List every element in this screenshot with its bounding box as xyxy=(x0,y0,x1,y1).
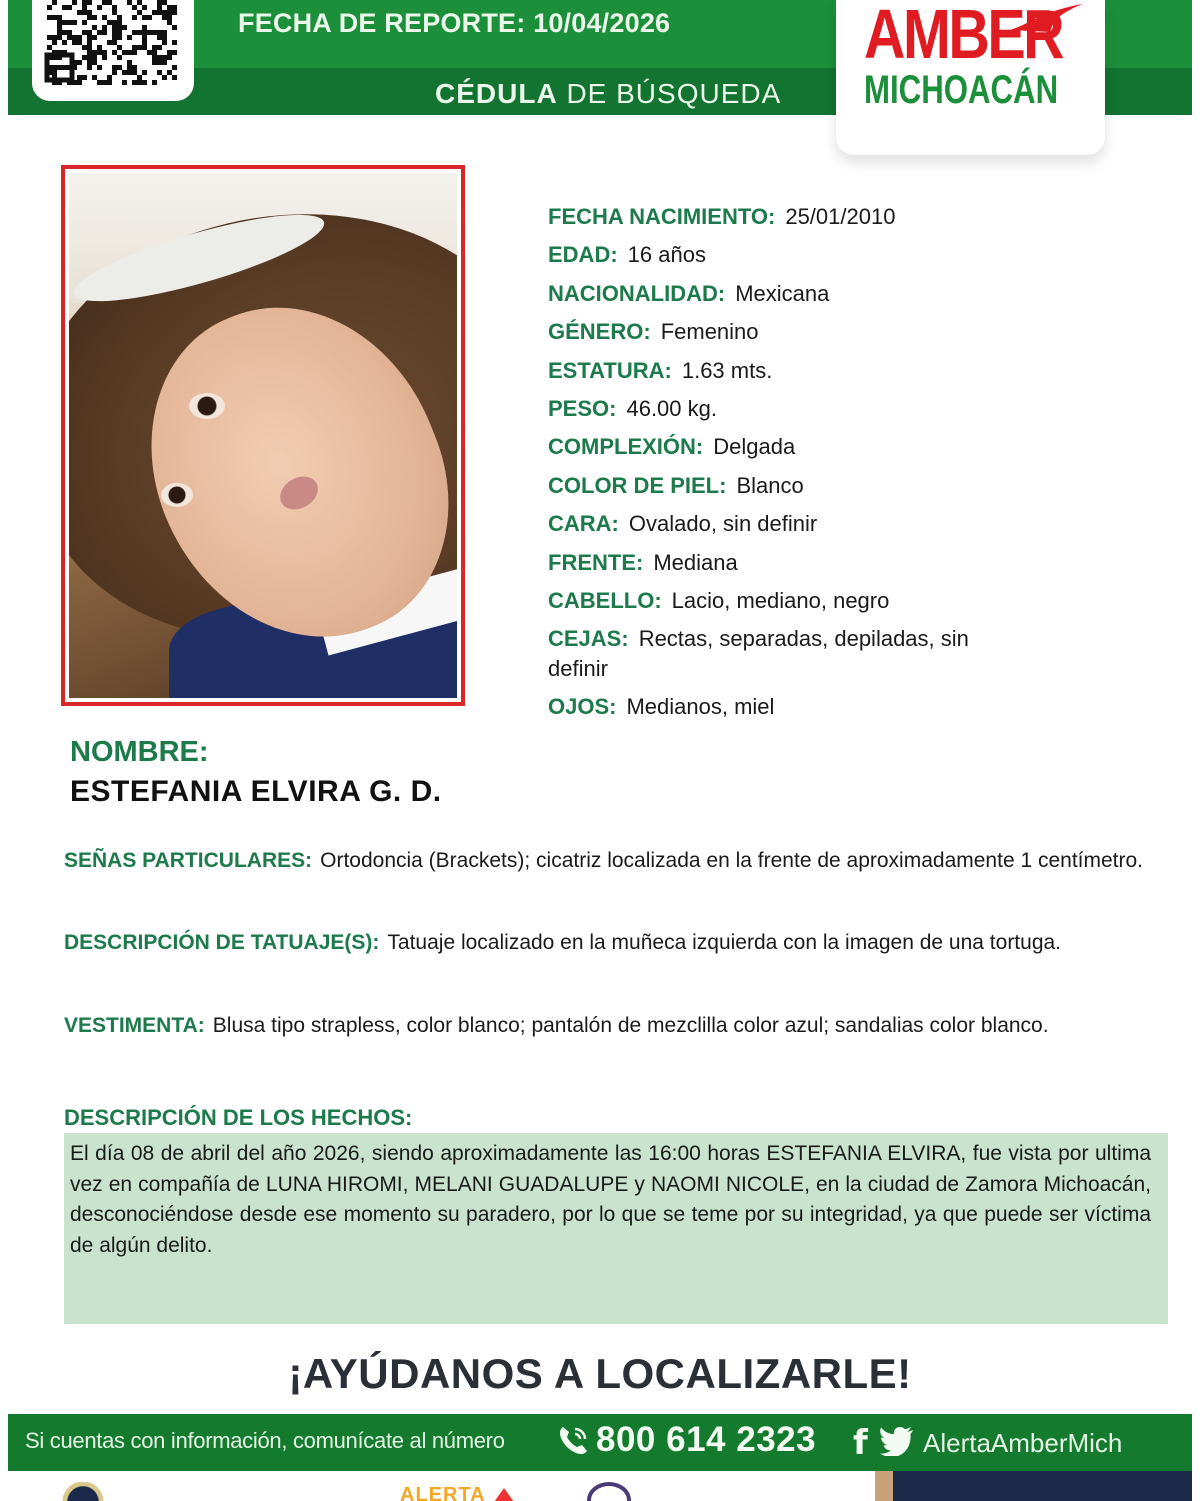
detail-face xyxy=(548,505,988,543)
alerta-logo-text: ALERTA xyxy=(400,1484,486,1501)
detail-value: Ovalado, sin definir xyxy=(628,511,818,537)
detail-label: CARA: xyxy=(548,511,619,537)
detail-label: ESTATURA: xyxy=(548,357,672,383)
detail-value: Mediana xyxy=(653,549,738,575)
decorative-navy-block xyxy=(893,1471,1192,1501)
detail-label: NACIONALIDAD: xyxy=(548,280,726,306)
events-label: DESCRIPCIÓN DE LOS HECHOS: xyxy=(64,1105,413,1130)
section-value: Blusa tipo strapless, color blanco; pantalón de mezclilla color azul; sandalias color blanco. xyxy=(212,1014,1049,1037)
section-label: SEÑAS PARTICULARES: xyxy=(64,849,313,872)
section-value: Ortodoncia (Brackets); cicatriz localizada en la frente de aproximadamente 1 centímetro. xyxy=(320,849,1144,872)
hotline-phone-number[interactable]: 800 614 2323 xyxy=(596,1420,817,1459)
amber-logo-text: AMBER xyxy=(864,0,1063,73)
detail-label: FECHA NACIMIENTO: xyxy=(548,204,776,229)
clothing-description xyxy=(64,1011,1150,1041)
detail-weight xyxy=(548,390,988,428)
tattoo-description xyxy=(64,928,1150,958)
detail-value: Lacio, mediano, negro xyxy=(671,588,890,614)
detail-eyes xyxy=(548,688,988,726)
detail-hair xyxy=(548,582,988,620)
detail-value: Medianos, miel xyxy=(626,694,775,720)
facebook-icon[interactable]: f xyxy=(853,1423,868,1463)
name-label: NOMBRE: xyxy=(70,736,209,768)
detail-build xyxy=(548,428,988,466)
detail-label: PESO: xyxy=(548,396,617,422)
amber-flame-icon xyxy=(1010,2,1082,32)
section-label: DESCRIPCIÓN DE TATUAJE(S): xyxy=(64,931,380,954)
michoacan-logo-text: MICHOACÁN xyxy=(864,68,1059,112)
distinguishing-marks xyxy=(64,846,1150,876)
detail-value: Delgada xyxy=(713,434,796,460)
events-description: El día 08 de abril del año 2026, siendo aproximadamente las 16:00 horas ESTEFANIA ELVIRA, fue vista por ultima vez en compañía de LUNA HIROMI, MELANI GUADALUPE y NAOMI NICOLE, en la ciudad de Zamora Michoacán, desconociéndose desde ese momento su paradero, por lo que se teme por su integridad, ya que puede ser víctima de algún delito. xyxy=(64,1133,1168,1324)
social-handle[interactable]: AlertaAmberMich xyxy=(923,1428,1123,1458)
report-date: FECHA DE REPORTE: 10/04/2026 xyxy=(238,8,671,38)
detail-forehead xyxy=(548,544,988,582)
detail-value: Mexicana xyxy=(735,280,830,306)
detail-value: 1.63 mts. xyxy=(681,357,773,383)
document-title xyxy=(435,78,781,110)
detail-value: Blanco xyxy=(736,472,804,498)
detail-birthdate xyxy=(548,198,988,236)
contact-info-text: Si cuentas con información, comunícate al número xyxy=(25,1428,505,1453)
detail-value: 16 años xyxy=(627,242,706,268)
missing-person-photo xyxy=(69,173,457,698)
detail-eyebrows xyxy=(548,620,988,688)
physical-details-list xyxy=(548,198,988,727)
document-title-bold: CÉDULA xyxy=(435,78,558,109)
document-title-rest: DE BÚSQUEDA xyxy=(557,78,782,109)
detail-age xyxy=(548,236,988,274)
detail-value: 25/01/2010 xyxy=(785,204,896,229)
detail-label: COLOR DE PIEL: xyxy=(548,472,727,498)
detail-skin-color xyxy=(548,467,988,505)
detail-value: Femenino xyxy=(660,319,759,345)
detail-label: GÉNERO: xyxy=(548,319,651,345)
detail-label: OJOS: xyxy=(548,694,617,720)
section-value: Tatuaje localizado en la muñeca izquierda con la imagen de una tortuga. xyxy=(387,931,1062,954)
detail-label: CABELLO: xyxy=(548,588,662,614)
section-label: VESTIMENTA: xyxy=(64,1014,205,1037)
person-name: ESTEFANIA ELVIRA G. D. xyxy=(70,775,442,808)
detail-label: COMPLEXIÓN: xyxy=(548,434,704,460)
missing-person-photo-frame xyxy=(61,165,465,706)
detail-value: 46.00 kg. xyxy=(626,396,717,422)
decorative-tan-bar xyxy=(875,1471,893,1501)
twitter-icon[interactable] xyxy=(880,1426,914,1456)
call-to-action: ¡AYÚDANOS A LOCALIZARLE! xyxy=(288,1350,912,1397)
detail-gender xyxy=(548,313,988,351)
detail-nationality xyxy=(548,275,988,313)
qr-code-icon[interactable] xyxy=(42,0,182,85)
detail-label: EDAD: xyxy=(548,242,618,268)
detail-label: FRENTE: xyxy=(548,549,644,575)
detail-label: CEJAS: xyxy=(548,626,629,652)
detail-height xyxy=(548,352,988,390)
detail-value: Rectas, separadas, depiladas, sin definir xyxy=(548,626,969,682)
phone-icon xyxy=(555,1423,591,1459)
